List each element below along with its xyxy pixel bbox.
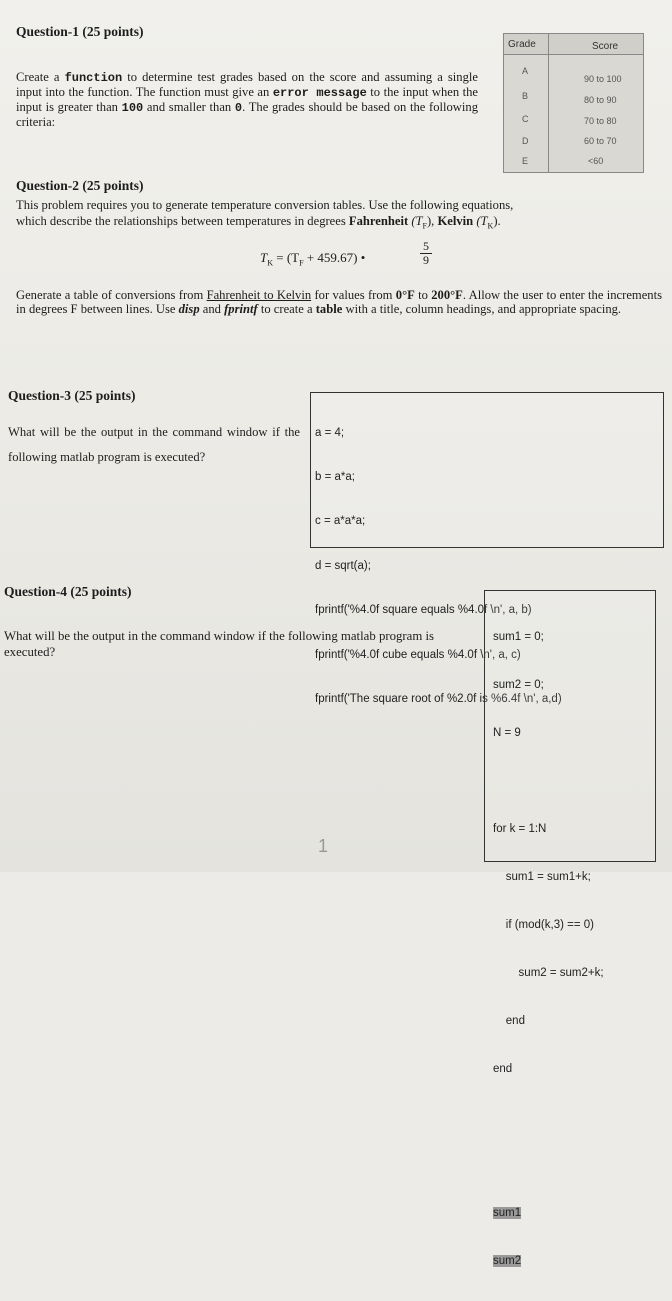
- code-line: end: [493, 1015, 525, 1027]
- grade-table: [503, 33, 644, 173]
- q1-title: Question-1 (25 points): [16, 24, 144, 39]
- code-line: end: [493, 1063, 513, 1075]
- conversion-equation: $T_K = (T_F + 459.67)$ •: [260, 250, 366, 268]
- code-line: N = 9: [493, 727, 521, 739]
- score-cell: <60: [588, 156, 604, 166]
- grade-cell: C: [522, 114, 529, 124]
- q3-title: Question-3 (25 points): [8, 388, 136, 403]
- score-cell: 70 to 80: [584, 116, 617, 126]
- highlighted-output: sum2: [493, 1255, 522, 1267]
- q4-prompt: What will be the output in the command window if the following matlab program is executed?: [4, 629, 435, 659]
- code-line: [493, 1157, 604, 1173]
- q4-code-box: [484, 590, 656, 1267]
- q3-prompt: What will be the output in the command window if the following matlab program is executed?: [8, 425, 300, 464]
- code-line: fprintf('%4.0f square equals %4.0f \n', a, b): [315, 604, 532, 617]
- score-cell: 60 to 70: [584, 136, 617, 146]
- highlighted-output: sum1: [493, 1207, 522, 1219]
- code-line: sum1 = 0;: [493, 631, 544, 643]
- q1-text: Create a function to determine test grades based on the score and assuming a single input into the function. The function must give an error message to the input when the input is greater than 100 and smaller than 0. The grades should be based on the following criteria:: [16, 70, 479, 129]
- grade-cell: E: [522, 156, 529, 166]
- score-cell: 80 to 90: [584, 95, 617, 105]
- code-line: b = a*a;: [315, 470, 355, 483]
- q2-line1: This problem requires you to generate temperature conversion tables. Use the following equations,: [16, 198, 514, 212]
- grade-table-divider: [548, 34, 549, 172]
- code-line: sum1 = sum1+k;: [493, 871, 591, 883]
- code-line: d = sqrt(a);: [315, 559, 371, 572]
- score-header: Score: [592, 41, 619, 52]
- grade-cell: A: [522, 66, 529, 76]
- q2-title: Question-2 (25 points): [16, 178, 144, 193]
- code-line: c = a*a*a;: [315, 515, 366, 528]
- code-line: [493, 1205, 604, 1221]
- grade-cell: D: [522, 136, 529, 146]
- fraction-numerator: 5: [423, 239, 429, 253]
- code-line: for k = 1:N: [493, 823, 547, 835]
- grade-cell: B: [522, 91, 529, 101]
- fraction-denominator: 9: [423, 253, 429, 267]
- q2-line2: which describe the relationships between temperatures in degrees Fahrenheit $(T_F)$, Kelvin $(T_K)$.: [16, 214, 501, 231]
- page-number: 1: [318, 836, 329, 856]
- grade-header: Grade: [508, 39, 536, 50]
- q4-title: Question-4 (25 points): [4, 584, 132, 599]
- code-line: sum2 = sum2+k;: [493, 967, 604, 979]
- code-line: [493, 1253, 604, 1269]
- q4-code: [493, 597, 604, 1301]
- code-line: [493, 773, 604, 789]
- code-line: fprintf('%4.0f cube equals %4.0f \n', a, c): [315, 648, 521, 661]
- code-line: fprintf('The square root of %2.0f is %6.4f \n', a,d): [315, 692, 562, 705]
- code-line: a = 4;: [315, 426, 345, 439]
- code-line: sum2 = 0;: [493, 679, 544, 691]
- score-cell: 90 to 100: [584, 74, 622, 84]
- equation-fraction: [420, 240, 432, 267]
- code-line: if (mod(k,3) == 0): [493, 919, 594, 931]
- q2-text: Generate a table of conversions from Fahrenheit to Kelvin for values from 0°F to 200°F. Allow the user to enter the increments in degrees F between lines. Use disp and fprintf to create a table with a title, column headings, and appropriate spacing.: [16, 288, 663, 316]
- code-line: [493, 1109, 604, 1125]
